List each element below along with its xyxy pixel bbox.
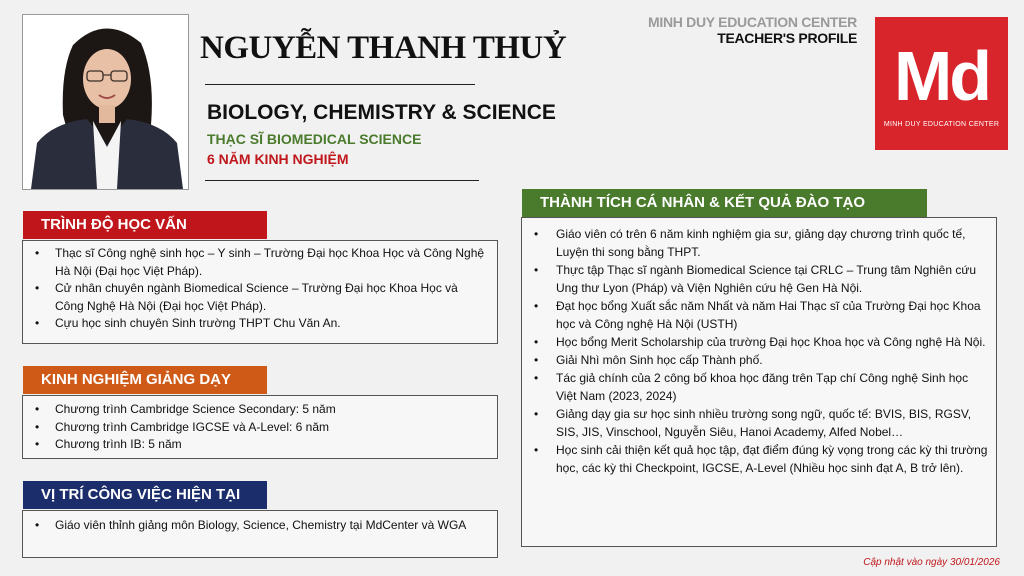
list-item: • Học bổng Merit Scholarship của trường Đại học Khoa học và Công nghệ Hà Nội. (532, 333, 988, 351)
experience-years: 6 NĂM KINH NGHIỆM (207, 151, 349, 167)
position-box (22, 510, 498, 558)
position-header: VỊ TRÍ CÔNG VIỆC HIỆN TẠI (23, 481, 267, 509)
update-date: Cập nhật vào ngày 30/01/2026 (863, 557, 1000, 568)
achievements-box (521, 217, 997, 547)
center-name: MINH DUY EDUCATION CENTER (648, 14, 857, 30)
list-item: • Cựu học sinh chuyên Sinh trường THPT Chu Văn An. (33, 315, 489, 333)
degree-label: THẠC SĨ BIOMEDICAL SCIENCE (207, 131, 422, 147)
list-item: • Chương trình IB: 5 năm (33, 436, 489, 454)
education-box (22, 240, 498, 344)
list-item: • Chương trình Cambridge Science Secondary: 5 năm (33, 401, 489, 419)
logo-mark: Md (893, 37, 990, 115)
teacher-photo (22, 14, 189, 190)
profile-label: TEACHER'S PROFILE (717, 30, 857, 46)
logo-text: MINH DUY EDUCATION CENTER (883, 121, 1000, 128)
list-item: • Đạt học bổng Xuất sắc năm Nhất và năm Hai Thạc sĩ của Trường Đại học Khoa học và Công nghệ Hà Nội (USTH) (532, 297, 988, 333)
list-item: • Tác giả chính của 2 công bố khoa học đăng trên Tạp chí Công nghệ Sinh học Việt Nam (2023, 2024) (532, 369, 988, 405)
list-item: • Thạc sĩ Công nghệ sinh học – Y sinh – Trường Đại học Khoa Học và Công Nghệ Hà Nội (Đại học Việt Pháp). (33, 245, 489, 280)
list-item: • Học sinh cải thiện kết quả học tập, đạt điểm đúng kỳ vọng trong các kỳ thi trường học, các kỳ thi Checkpoint, IGCSE, A-Level (Nhiều học sinh đạt A, B trở lên). (532, 441, 988, 477)
teacher-name: NGUYỄN THANH THUỶ (200, 30, 567, 66)
center-logo (875, 17, 1008, 150)
education-list (33, 245, 489, 333)
divider-bottom (205, 180, 479, 181)
teacher-portrait-image (23, 15, 188, 189)
list-item: • Giáo viên thỉnh giảng môn Biology, Science, Chemistry tại MdCenter và WGA (33, 517, 489, 535)
teaching-subjects: BIOLOGY, CHEMISTRY & SCIENCE (207, 101, 556, 124)
position-list (33, 517, 489, 535)
list-item: • Giáo viên có trên 6 năm kinh nghiệm gia sư, giảng dạy chương trình quốc tế, Luyện thi song bằng THPT. (532, 225, 988, 261)
education-header: TRÌNH ĐỘ HỌC VẤN (23, 211, 267, 239)
list-item: • Chương trình Cambridge IGCSE và A-Level: 6 năm (33, 419, 489, 437)
divider-top (205, 84, 475, 85)
list-item: • Thực tập Thạc sĩ ngành Biomedical Science tại CRLC – Trung tâm Nghiên cứu Ung thư Lyon (Pháp) và Viện Nghiên cứu hệ Gen Hà Nội. (532, 261, 988, 297)
experience-list (33, 401, 489, 454)
experience-box (22, 395, 498, 459)
list-item: • Giảng dạy gia sư học sinh nhiều trường song ngữ, quốc tế: BVIS, BIS, RGSV, SIS, JIS, Vinschool, Nguyễn Siêu, Hanoi Academy, Alfed Nobel… (532, 405, 988, 441)
achievements-header: THÀNH TÍCH CÁ NHÂN & KẾT QUẢ ĐÀO TẠO (522, 189, 927, 217)
experience-header: KINH NGHIỆM GIẢNG DẠY (23, 366, 267, 394)
list-item: • Giải Nhì môn Sinh học cấp Thành phố. (532, 351, 988, 369)
achievements-list (532, 225, 988, 477)
list-item: • Cử nhân chuyên ngành Biomedical Science – Trường Đại học Khoa Học và Công Nghệ Hà Nội (Đại học Việt Pháp). (33, 280, 489, 315)
